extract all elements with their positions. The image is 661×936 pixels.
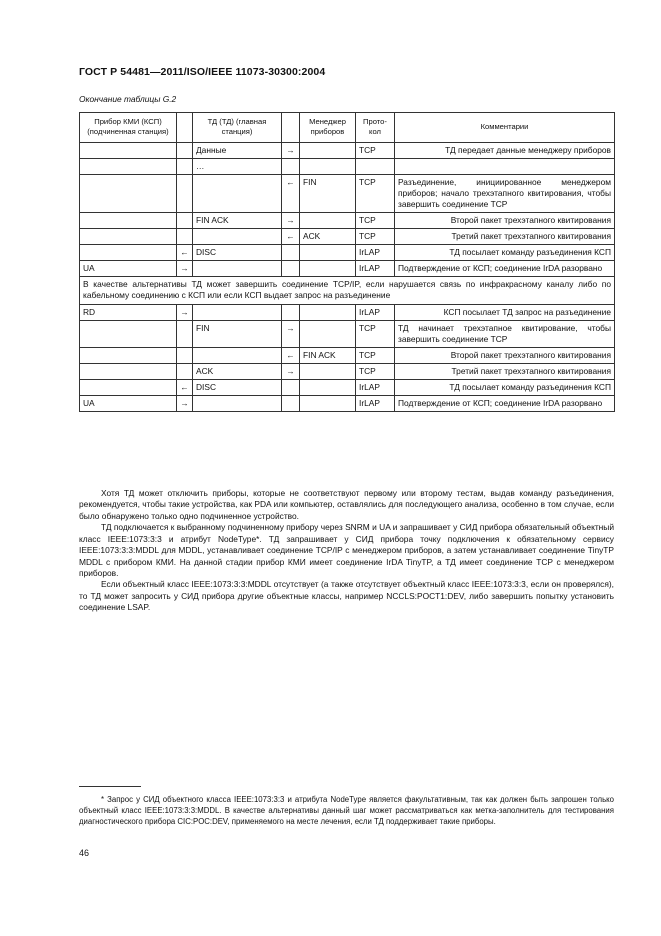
device-cell: [80, 347, 177, 363]
protocol-cell: IrLAP: [356, 396, 395, 412]
page-number: 46: [79, 848, 90, 858]
device-cell: [80, 245, 177, 261]
arrow-cell: [177, 347, 193, 363]
protocol-cell: TCP: [356, 363, 395, 379]
arrow-cell: ←: [177, 380, 193, 396]
arrow-cell: →: [282, 212, 300, 228]
td-cell: DISC: [193, 245, 282, 261]
arrow-cell: [282, 396, 300, 412]
arrow-cell: ←: [282, 174, 300, 212]
comment-cell: ТД передает данные менеджеру приборов: [395, 142, 615, 158]
arrow-cell: →: [282, 363, 300, 379]
protocol-cell: [356, 158, 395, 174]
header-cell-arrow-2: [282, 113, 300, 143]
device-cell: [80, 380, 177, 396]
td-cell: [193, 174, 282, 212]
protocol-cell: TCP: [356, 174, 395, 212]
arrow-cell: →: [282, 142, 300, 158]
arrow-cell: ←: [282, 229, 300, 245]
comment-cell: ТД начинает трехэтапное квитирование, чтобы завершить соединение TCP: [395, 320, 615, 347]
table-row: [80, 261, 615, 277]
table-row: [80, 158, 615, 174]
table-row: [80, 174, 615, 212]
arrow-cell: [177, 212, 193, 228]
comment-cell: [395, 158, 615, 174]
protocol-cell: TCP: [356, 142, 395, 158]
table-row: [80, 229, 615, 245]
manager-cell: [300, 261, 356, 277]
device-cell: UA: [80, 396, 177, 412]
arrow-cell: [282, 158, 300, 174]
comment-cell: Второй пакет трехэтапного квитирования: [395, 212, 615, 228]
arrow-cell: →: [177, 261, 193, 277]
comment-cell: КСП посылает ТД запрос на разъединение: [395, 304, 615, 320]
comment-cell: Третий пакет трехэтапного квитирования: [395, 229, 615, 245]
td-cell: FIN ACK: [193, 212, 282, 228]
footnote-divider: [79, 786, 141, 787]
table-row: [80, 304, 615, 320]
td-cell: Данные: [193, 142, 282, 158]
table-row: [80, 277, 615, 304]
device-cell: [80, 158, 177, 174]
manager-cell: [300, 363, 356, 379]
arrow-cell: [177, 142, 193, 158]
header-cell-manager: Менеджер приборов: [300, 113, 356, 143]
table-row: [80, 380, 615, 396]
manager-cell: [300, 212, 356, 228]
arrow-cell: [282, 245, 300, 261]
device-cell: UA: [80, 261, 177, 277]
manager-cell: [300, 396, 356, 412]
td-cell: FIN: [193, 320, 282, 347]
protocol-cell: TCP: [356, 212, 395, 228]
td-cell: ACK: [193, 363, 282, 379]
table-row: [80, 142, 615, 158]
footnote: * Запрос у СИД объектного класса IEEE:1073:3:3 и атрибута NodeType является факультативным, так как должен быть запрошен только объектный класс IEEE:1073:3:3:MDDL. В качестве альтернативы данный шаг может рассматриваться как метка-заполнитель для тестирования диагностического прибора CIC:POC:DEV, применяемого на месте лечения, если ТД поддерживает такие приборы.: [79, 795, 614, 826]
protocol-cell: TCP: [356, 320, 395, 347]
comment-cell: Разъединение, инициированное менеджером приборов; начало трехэтапного квитирования, чтобы завершить соединение TCP: [395, 174, 615, 212]
protocol-cell: IrLAP: [356, 245, 395, 261]
table-caption: Окончание таблицы G.2: [79, 94, 177, 104]
protocol-cell: IrLAP: [356, 380, 395, 396]
manager-cell: [300, 245, 356, 261]
arrow-cell: [177, 158, 193, 174]
device-cell: [80, 363, 177, 379]
document-header: ГОСТ Р 54481—2011/ISO/IEEE 11073-30300:2004: [79, 66, 326, 78]
comment-cell: ТД посылает команду разъединения КСП: [395, 245, 615, 261]
header-cell-device: Прибор КМИ (КСП) (подчиненная станция): [80, 113, 177, 143]
paragraph: Если объектный класс IEEE:1073:3:3:MDDL отсутствует (а также отсутствует объектный класс IEEE:1073:3:3, если он проверялся), то ТД может запросить у СИД прибора другие объектные классы, например NCCLS:POCT1:DEV, либо завершить попытку установить соединение LSAP.: [79, 579, 614, 613]
manager-cell: [300, 380, 356, 396]
table-header-row: [80, 113, 615, 143]
table-row: [80, 320, 615, 347]
header-cell-comments: Комментарии: [395, 113, 615, 143]
td-cell: [193, 396, 282, 412]
table-row: [80, 396, 615, 412]
comment-cell: Подтверждение от КСП; соединение IrDA разорвано: [395, 396, 615, 412]
arrow-cell: [177, 229, 193, 245]
comment-cell: ТД посылает команду разъединения КСП: [395, 380, 615, 396]
arrow-cell: →: [177, 396, 193, 412]
arrow-cell: [177, 174, 193, 212]
comment-cell: Третий пакет трехэтапного квитирования: [395, 363, 615, 379]
device-cell: [80, 320, 177, 347]
arrow-cell: ←: [282, 347, 300, 363]
device-cell: [80, 212, 177, 228]
comment-cell: Подтверждение от КСП; соединение IrDA разорвано: [395, 261, 615, 277]
arrow-cell: [177, 363, 193, 379]
paragraph: ТД подключается к выбранному подчиненному прибору через SNRM и UA и запрашивает у СИД прибора обязательный объектный класс IEEE:1073:3:3 и атрибут NodeType*. ТД запрашивает у СИД прибора точку подключения к обязательному сервису IEEE:1073:3:3:MDDL для MDDL, устанавливает соединение TCP/IP с менеджером приборов, а затем устанавливает соединение TinyTP MDDL с прибором КМИ. На данной стадии прибор КМИ имеет соединение IrDA TinyTP, а ТД имеет соединение TCP с менеджером приборов.: [79, 522, 614, 578]
header-cell-arrow-1: [177, 113, 193, 143]
td-cell: [193, 229, 282, 245]
protocol-cell: IrLAP: [356, 304, 395, 320]
table-note-cell: В качестве альтернативы ТД может завершить соединение TCP/IP, если нарушается связь по инфракрасному каналу либо по кабельному соединению с КСП или если КСП выдает запрос на разъединение: [80, 277, 615, 304]
manager-cell: [300, 158, 356, 174]
arrow-cell: [282, 304, 300, 320]
td-cell: [193, 347, 282, 363]
body-text: [79, 488, 614, 614]
arrow-cell: [282, 380, 300, 396]
td-cell: [193, 261, 282, 277]
protocol-cell: TCP: [356, 229, 395, 245]
comment-cell: Второй пакет трехэтапного квитирования: [395, 347, 615, 363]
manager-cell: ACK: [300, 229, 356, 245]
protocol-table: [79, 112, 615, 412]
device-cell: [80, 174, 177, 212]
manager-cell: [300, 320, 356, 347]
arrow-cell: →: [177, 304, 193, 320]
manager-cell: FIN ACK: [300, 347, 356, 363]
header-cell-protocol: Прото-кол: [356, 113, 395, 143]
protocol-cell: TCP: [356, 347, 395, 363]
arrow-cell: →: [282, 320, 300, 347]
device-cell: RD: [80, 304, 177, 320]
arrow-cell: ←: [177, 245, 193, 261]
header-cell-td: ТД (ТД) (главная станция): [193, 113, 282, 143]
td-cell: …: [193, 158, 282, 174]
table-row: [80, 363, 615, 379]
arrow-cell: [282, 261, 300, 277]
td-cell: DISC: [193, 380, 282, 396]
table-row: [80, 347, 615, 363]
table-row: [80, 245, 615, 261]
paragraph: Хотя ТД может отключить приборы, которые не соответствуют первому или второму тестам, выдав команду разъединения, рекомендуется, чтобы такие устройства, как PDA или компьютер, оставлялись для последующего анализа, особенно в том случае, если было обнаружено только одно подчиненное устройство.: [79, 488, 614, 521]
device-cell: [80, 229, 177, 245]
td-cell: [193, 304, 282, 320]
protocol-cell: IrLAP: [356, 261, 395, 277]
manager-cell: [300, 142, 356, 158]
arrow-cell: [177, 320, 193, 347]
device-cell: [80, 142, 177, 158]
manager-cell: [300, 304, 356, 320]
table-row: [80, 212, 615, 228]
manager-cell: FIN: [300, 174, 356, 212]
